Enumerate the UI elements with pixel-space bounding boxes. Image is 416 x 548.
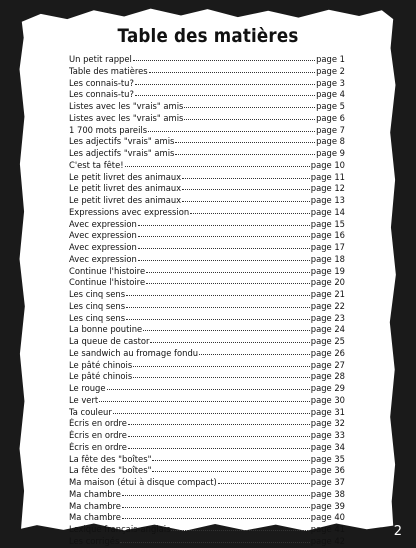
dot-leader (171, 530, 309, 531)
dot-leader (152, 471, 309, 472)
toc-entry-title: Le sandwich au fromage fondu (69, 347, 199, 358)
toc-entry-page: page 35 (310, 453, 345, 464)
toc-entry-page: page 42 (310, 535, 345, 546)
toc-entry (69, 360, 345, 372)
toc-entry-page: page 23 (310, 312, 345, 323)
toc-entry-title: La fête des "boîtes" (69, 465, 152, 476)
toc-entry-title: Les adjectifs "vrais" amis (69, 136, 175, 147)
toc-entry-page: page 14 (310, 206, 345, 217)
toc-entry-page: page 27 (310, 359, 345, 370)
toc-entry-title: Le petit livret des animaux (69, 195, 182, 205)
toc-entry-title: Ma chambre (69, 488, 121, 499)
toc-entry (69, 524, 345, 536)
dot-leader (182, 178, 310, 179)
dot-leader (175, 154, 315, 155)
toc-entry-title: Les adjectifs "vrais" amis (69, 148, 175, 158)
page-number: 2 (393, 524, 402, 539)
toc-entry (69, 125, 345, 137)
toc-entry (69, 348, 345, 360)
toc-entry-page: page 10 (310, 159, 345, 170)
dot-leader (126, 295, 310, 296)
dot-leader (128, 424, 310, 425)
toc-entry-title: La queue de castor (69, 336, 150, 346)
toc-entry-title: Le petit livret des animaux (69, 171, 182, 182)
dot-leader (184, 119, 315, 120)
toc-entry-title: Les cinq sens (69, 312, 126, 323)
toc-entry-page: page 24 (310, 324, 345, 335)
toc-entry-page: page 5 (316, 101, 345, 111)
toc-entry-page: page 18 (310, 253, 345, 264)
toc-entry-page: page 12 (310, 183, 345, 194)
toc-entry-title: 1 700 mots pareils (69, 124, 148, 135)
dot-leader (133, 377, 310, 378)
toc-entry-page: page 11 (310, 171, 345, 182)
toc-entry-title: Les connais-tu? (69, 77, 134, 88)
toc-entry (69, 183, 345, 195)
dot-leader (138, 225, 310, 226)
toc-entry-page: page 3 (316, 77, 345, 88)
toc-entry (69, 89, 345, 101)
dot-leader (135, 84, 315, 85)
toc-entry-page: page 25 (310, 336, 345, 346)
toc-entry-page: page 6 (316, 112, 345, 123)
toc-entry (69, 78, 345, 90)
toc-entry-title: Les corrigés (69, 535, 120, 546)
dot-leader (218, 483, 310, 484)
toc-entry (69, 407, 345, 419)
toc-entry-title: Continue l'histoire (69, 265, 146, 276)
toc-entry (69, 148, 345, 160)
toc-entry (69, 418, 345, 430)
dot-leader (146, 283, 310, 284)
toc-entry (69, 477, 345, 489)
table-of-contents (69, 54, 345, 548)
toc-entry-title: Le petit livret des animaux (69, 183, 182, 194)
toc-entry (69, 66, 345, 78)
toc-entry (69, 230, 345, 242)
toc-entry-page: page 39 (310, 500, 345, 511)
toc-entry-page: page 33 (310, 430, 345, 440)
dot-leader (143, 330, 310, 331)
toc-entry-page: page 29 (310, 383, 345, 393)
dot-leader (126, 307, 310, 308)
dot-leader (128, 436, 310, 437)
toc-entry-page: page 38 (310, 488, 345, 499)
toc-entry (69, 113, 345, 125)
toc-entry (69, 136, 345, 148)
dot-leader (107, 389, 310, 390)
dot-leader (113, 413, 310, 414)
toc-entry (69, 172, 345, 184)
toc-entry-title: Écris en ordre (69, 441, 127, 452)
toc-entry (69, 442, 345, 454)
toc-entry-title: Ma chambre (69, 512, 121, 523)
toc-entry (69, 207, 345, 219)
toc-entry-title: Table des matières (69, 65, 148, 76)
toc-entry-title: Expressions avec expression (69, 206, 190, 217)
toc-entry-page: page 15 (310, 218, 345, 229)
toc-entry-page: page 7 (316, 124, 345, 135)
dot-leader (148, 131, 315, 132)
toc-entry-title: Le pâté chinois (69, 359, 133, 370)
dot-leader (182, 201, 310, 202)
dot-leader (133, 366, 310, 367)
toc-entry-page: page 28 (310, 371, 345, 382)
toc-entry (69, 430, 345, 442)
toc-entry-page: page 9 (316, 148, 345, 158)
toc-entry (69, 501, 345, 513)
toc-entry-page: page 40 (310, 512, 345, 523)
toc-entry-page: page 22 (310, 300, 345, 311)
toc-entry-page: page 19 (310, 265, 345, 276)
toc-entry-page: page 13 (310, 195, 345, 205)
page-title: Table des matières (117, 24, 299, 47)
toc-entry-page: page 32 (310, 418, 345, 429)
toc-entry (69, 266, 345, 278)
toc-entry (69, 160, 345, 172)
toc-entry-page: page 37 (310, 477, 345, 487)
toc-entry (69, 277, 345, 289)
toc-entry-page: page 4 (316, 89, 345, 100)
toc-entry (69, 465, 345, 477)
toc-entry (69, 395, 345, 407)
toc-entry-title: Le rouge (69, 383, 106, 393)
toc-entry-page: page 17 (310, 242, 345, 252)
dot-leader (138, 248, 310, 249)
toc-entry-page: page 26 (310, 347, 345, 358)
toc-entry-title: Avec expression (69, 230, 137, 241)
toc-entry (69, 242, 345, 254)
toc-entry (69, 371, 345, 383)
toc-entry-title: Le pâté chinois (69, 371, 133, 382)
dot-leader (126, 319, 310, 320)
dot-leader (135, 95, 315, 96)
toc-entry (69, 195, 345, 207)
dot-leader (175, 142, 315, 143)
dot-leader (125, 166, 310, 167)
toc-entry (69, 512, 345, 524)
toc-entry (69, 336, 345, 348)
toc-entry (69, 54, 345, 66)
toc-entry-page: page 34 (310, 441, 345, 452)
toc-entry-page: page 21 (310, 289, 345, 299)
toc-entry-title: Les cinq sens (69, 300, 126, 311)
toc-entry (69, 301, 345, 313)
toc-entry-title: Les connais-tu? (69, 89, 134, 100)
toc-entry (69, 254, 345, 266)
toc-entry-title: Avec expression (69, 218, 137, 229)
toc-entry-title: C'est ta fête! (69, 159, 124, 170)
toc-entry (69, 489, 345, 501)
dot-leader (152, 460, 309, 461)
dot-leader (184, 107, 315, 108)
toc-entry-page: page 31 (310, 406, 345, 417)
toc-entry-title: Ta couleur (69, 406, 112, 417)
toc-entry-title: Avec expression (69, 253, 137, 264)
dot-leader (120, 542, 309, 543)
dot-leader (138, 260, 310, 261)
toc-entry-title: Listes avec les "vrais" amis (69, 101, 184, 111)
dot-leader (149, 72, 315, 73)
toc-entry-title: Continue l'histoire (69, 277, 146, 288)
toc-entry-title: Le vert (69, 394, 99, 405)
toc-entry-title: Listes avec les "vrais" amis (69, 112, 184, 123)
toc-entry (69, 219, 345, 231)
dot-leader (138, 236, 310, 237)
toc-entry (69, 289, 345, 301)
toc-entry-page: page 2 (316, 65, 345, 76)
toc-entry-title: La fête des "boîtes" (69, 453, 152, 464)
toc-entry-title: Écris en ordre (69, 430, 127, 440)
toc-entry-page: page 16 (310, 230, 345, 241)
dot-leader (182, 189, 310, 190)
toc-entry-title: Les cinq sens (69, 289, 126, 299)
toc-entry (69, 536, 345, 548)
dot-leader (122, 518, 310, 519)
toc-entry-title: Ma chambre (69, 500, 121, 511)
toc-entry (69, 454, 345, 466)
toc-entry-page: page 1 (316, 54, 345, 64)
dot-leader (122, 495, 310, 496)
toc-entry (69, 313, 345, 325)
toc-entry-title: Écris en ordre (69, 418, 127, 429)
toc-entry-title: Avec expression (69, 242, 137, 252)
toc-entry-title: La bonne poutine (69, 324, 143, 335)
toc-entry-title: Lexique français-anglais (69, 524, 171, 534)
dot-leader (128, 448, 310, 449)
toc-entry (69, 383, 345, 395)
dot-leader (146, 272, 310, 273)
dot-leader (190, 213, 310, 214)
dot-leader (199, 354, 310, 355)
toc-entry-title: Un petit rappel (69, 54, 132, 64)
toc-entry (69, 101, 345, 113)
dot-leader (150, 342, 309, 343)
dot-leader (99, 401, 310, 402)
dot-leader (133, 60, 315, 61)
dot-leader (122, 507, 310, 508)
toc-entry (69, 324, 345, 336)
toc-entry-page: page 20 (310, 277, 345, 288)
toc-entry-page: page 8 (316, 136, 345, 147)
toc-entry-page: page 36 (310, 465, 345, 476)
toc-entry-page: page 41 (310, 524, 345, 534)
toc-entry-title: Ma maison (étui à disque compact) (69, 477, 217, 487)
toc-entry-page: page 30 (310, 394, 345, 405)
